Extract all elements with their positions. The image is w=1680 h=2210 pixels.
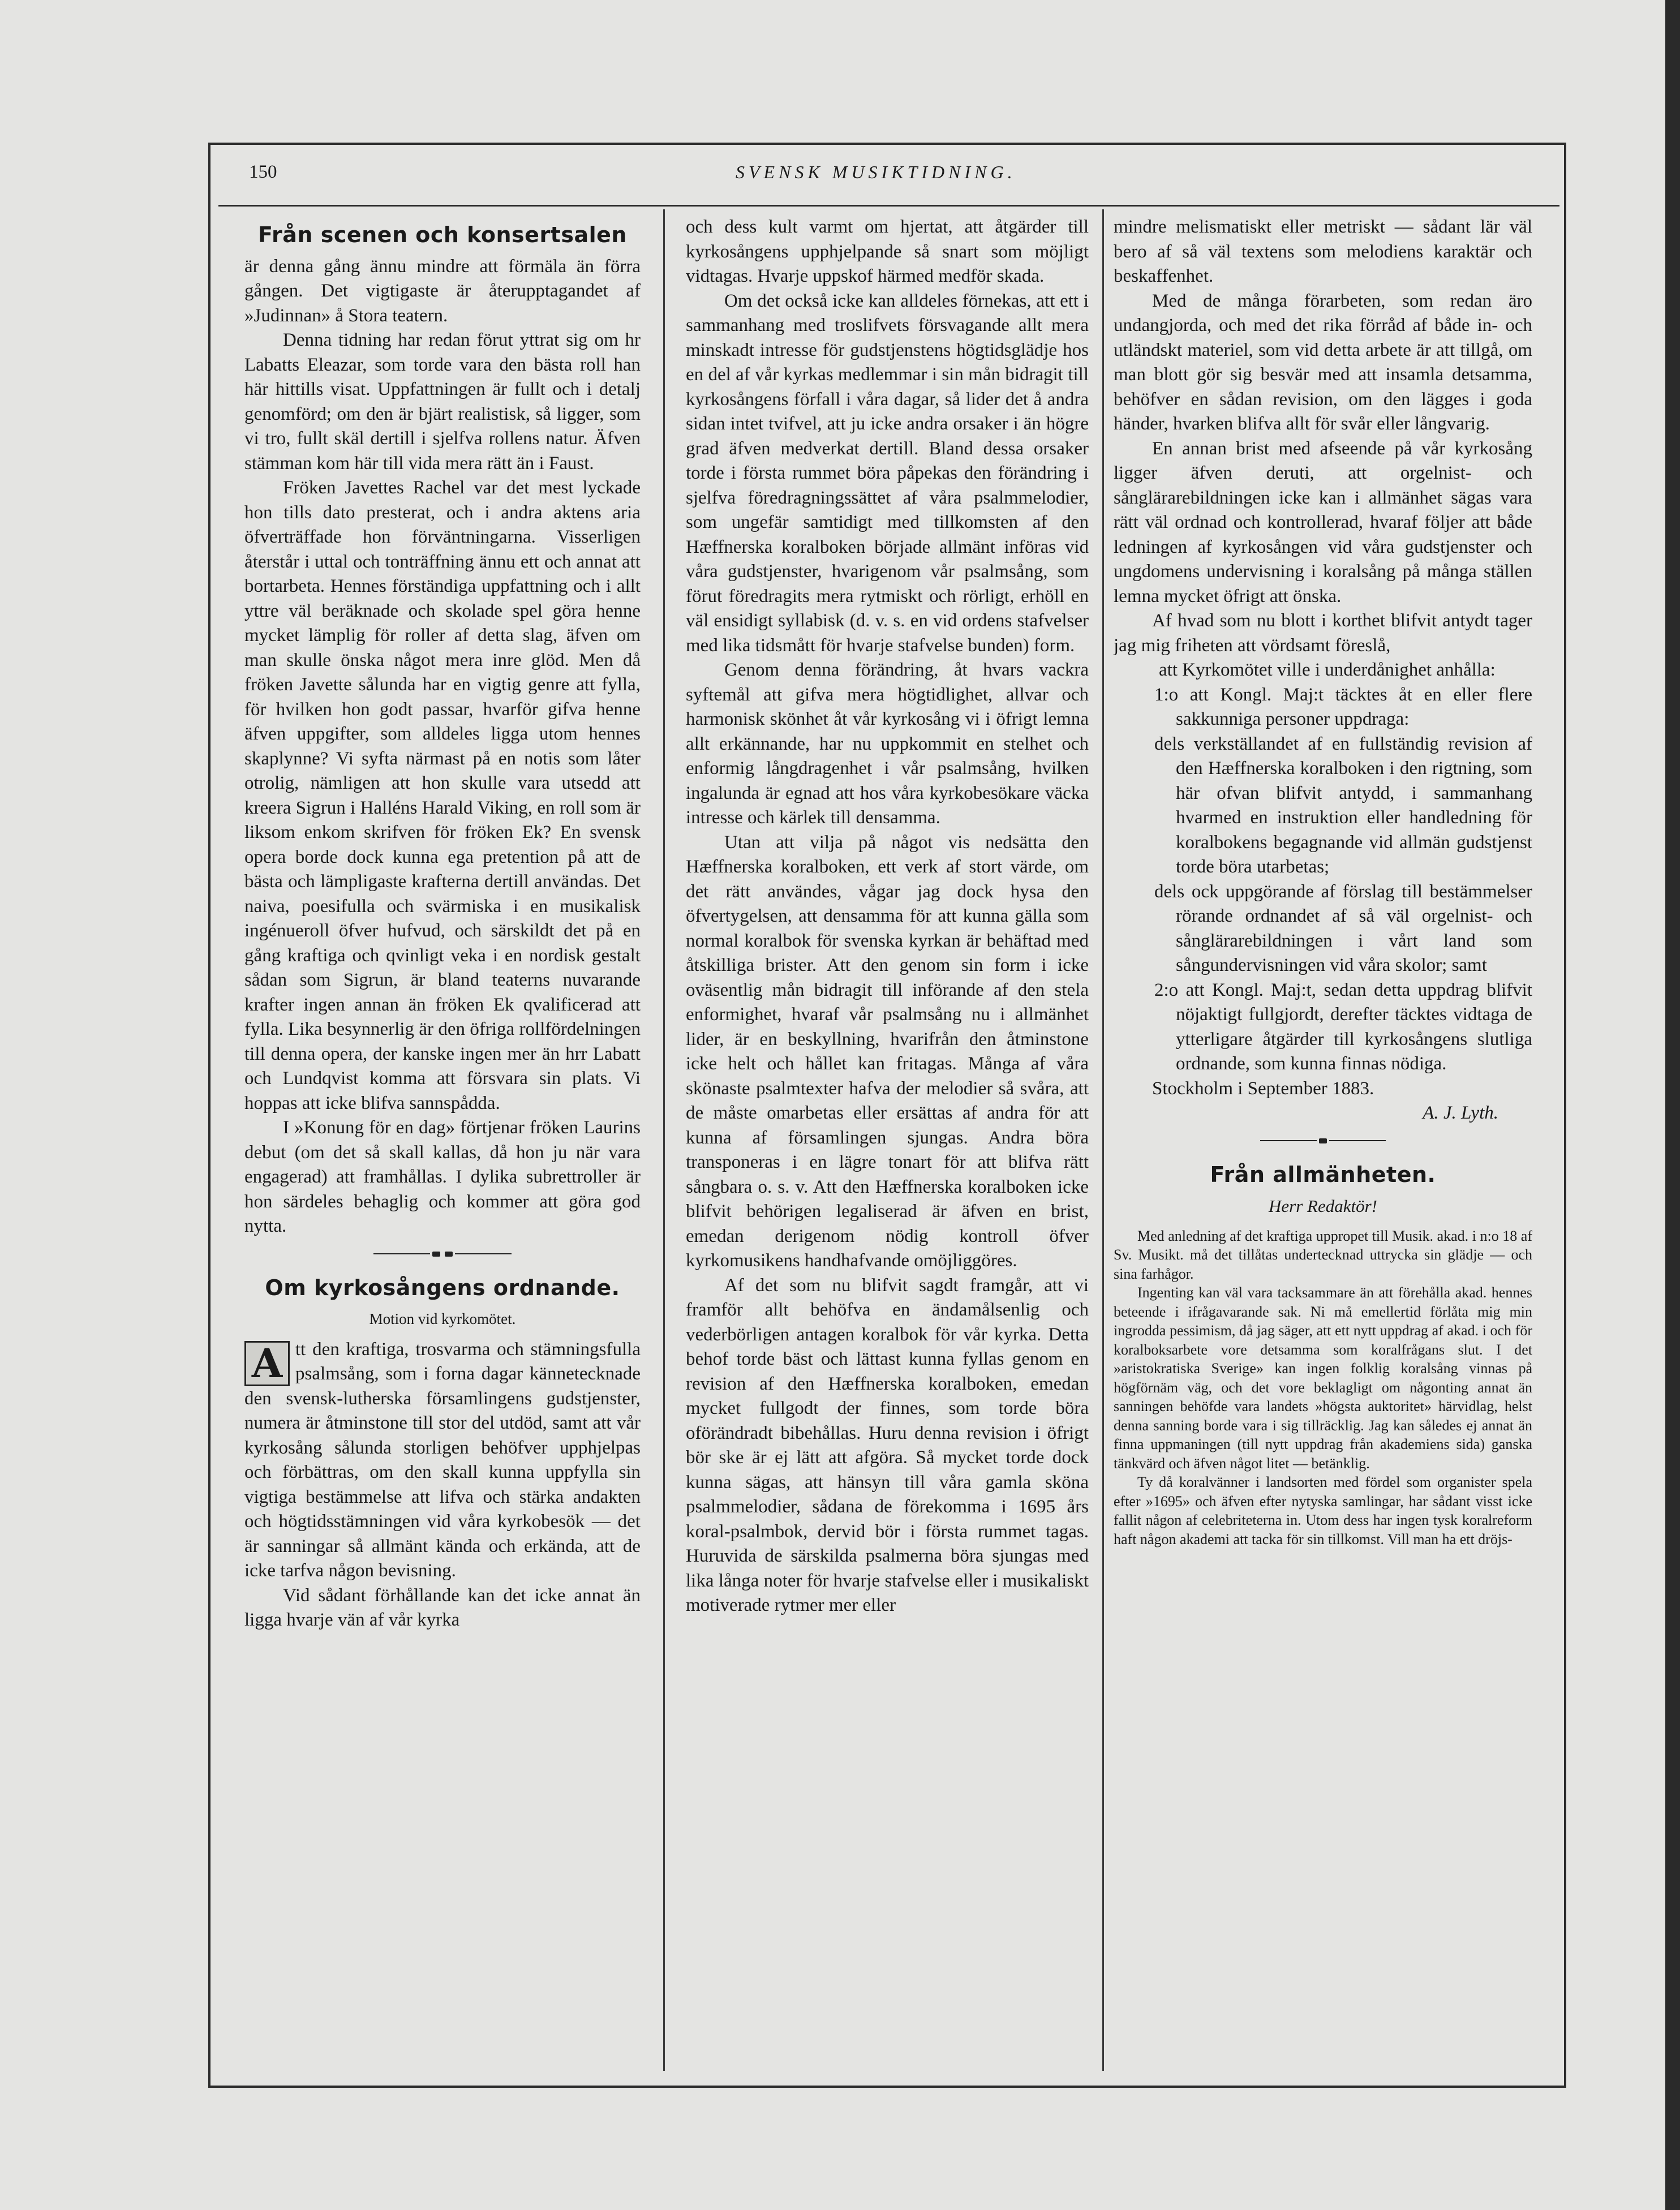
paragraph: En annan brist med afseende på vår kyrkosång ligger äfven deruti, att orgelnist- och sånglärarebildningen icke kan i allmänhet sägas vara rätt väl ordnad och kontrollerad, hvaraf följer att både ledningen af kyrkosången vid våra gudstjenster och ungdomens undervisning i koralsång på många ställen lemna mycket öfrigt att önska. [1114,438,1532,607]
salutation: Herr Redaktör! [1269,1196,1377,1216]
section-heading-church: Om kyrkosångens ordnande. [265,1275,620,1300]
paragraph: Af hvad som nu blott i korthet blifvit antydt tager jag mig friheten att vördsamt föreslå, [1114,610,1532,656]
column-rule-2 [1102,209,1104,2071]
motion-clause: 2:o att Kongl. Maj:t, sedan detta uppdrag blifvit nöjaktigt fullgjordt, derefter täcktes vidtaga de ytterligare åtgärder till kyrkosångens slutliga ordnande, som kunna finnas nödiga. [1154,979,1532,1074]
motion-clause: 1:o att Kongl. Maj:t täcktes åt en eller flere sakkunniga personer uppdraga: [1154,684,1532,729]
paragraph: A tt den kraftiga, trosvarma och stämningsfulla psalmsång, som i forna dagar kännetecknade den svensk-lutherska församlingens gudstjenster, numera är åtminstone till stor del utdöd, samt att vår kyrkosång sålunda storligen behöfver upphjelpas och förbättras, om den skall kunna uppfylla sin vigtiga bestämmelse att lifva och stärka andakten och högtidsstämningen vid våra kyrkobesök — det är sanningar så allmänt kända och erkända, att de icke tarfva någon bevisning. [244,1339,641,1581]
journal-title: SVENSK MUSIKTIDNING. [736,162,1016,182]
paragraph: Ty då koralvänner i landsorten med fördel som organister spela efter »1695» och äfven efter nytyska samlingar, har sådant visst icke fallit någon af celebriteterna in. Utom dess har ingen tysk koralreform haft någon akademi att tacka för sin tillkomst. Vill man ha ett dröjs- [1114,1474,1532,1547]
paragraph: Med de många förarbeten, som redan äro undangjorda, och med det rika förråd af både in- och utländskt materiel, som vid detta arbete är att tillgå, om man blott gör sig besvär med att insamla detsamma, behöfver en sådan revision, om den lägges i goda händer, hvarken blifva allt för svår eller långvarig. [1114,290,1532,434]
section-heading-public: Från allmänheten. [1210,1162,1436,1187]
dropcap-initial: A [244,1341,290,1386]
paragraph: Af det som nu blifvit sagdt framgår, att vi framför allt behöfva en ändamålsenlig och vederbörligen antagen koralbok för vår kyrka. Detta behof torde bäst och lättast kunna fyllas genom en revision af den Hæffnerska koralboken, emedan mycket fullgodt der finnes, som torde böra oförändradt bibehållas. Huru denna revision i öfrigt bör ske är ej lätt att afgöra. Så mycket torde dock kunna sägas, att hänsyn till våra gamla sköna psalmmelodier, sådana de förekomma i 1695 års koral-psalmbok, dervid bör i första rummet tagas. Huruvida de särskilda psalmerna böra sjungas med lika långa noter för hvarje stafvelse eller i musikaliskt motiverade rytmer mer eller [686,1275,1089,1615]
paragraph: Genom denna förändring, åt hvars vackra syftemål att gifva mera högtidlighet, allvar och harmonisk skönhet åt vår kyrkosång vi i öfrigt lemna allt erkännande, har nu uppkommit en stelhet och enformig långdragenhet i vår psalmsång, hvilken ingalunda är egnad att hos våra kyrkobesökare väcka intresse och kärlek till densamma. [686,660,1089,828]
paragraph: Vid sådant förhållande kan det icke annat än ligga hvarje vän af vår kyrka [244,1585,641,1630]
place-date: Stockholm i September 1883. [1152,1078,1374,1099]
column-2 [686,215,1089,2071]
column-rule-1 [663,209,665,2071]
section-heading-stage: Från scenen och konsertsalen [258,222,627,247]
paragraph: Med anledning af det kraftiga uppropet till Musik. akad. i n:o 18 af Sv. Musikt. må det tillåtas undertecknad uttrycka sin glädje — och sina farhågor. [1114,1227,1532,1282]
motion-clause: att Kyrkomötet ville i underdånighet anhålla: [1159,660,1496,680]
scan-edge [1665,0,1680,2210]
section-subheading: Motion vid kyrkomötet. [369,1310,516,1327]
paragraph: I »Konung för en dag» förtjenar fröken Laurins debut (om det så skall kallas, då hon ju när vara engagerad) att framhållas. I dylika subrettroller är hon särdeles behaglig och kommer att göra god nytta. [244,1117,641,1236]
column-1 [244,215,641,2071]
paragraph: Fröken Javettes Rachel var det mest lyckade hon tills dato presterat, och i andra aktens aria öfverträffade hon förväntningarna. Visserligen återstår i uttal och tonträffning ännu ett och annat att bortarbeta. Hennes förständiga uppfattning och i allt yttre väl beräknade och skolade spel göra henne mycket lämplig för roller af detta slag, äfven om man skulle önska något mera inre glöd. Men då fröken Javette sålunda har en vigtig genre att fylla, för hvilken hon godt passar, hvarför gifva henne äfven uppgifter, som alldeles ligga utom hennes skaplynne? Vi syfta närmast på en notis som låter otrolig, nämligen att hon skulle vara utsedd att kreera Sigrun i Halléns Harald Viking, en roll som är liksom enkom skrifven för fröken Ek? En svensk opera borde dock kunna ega pretention på att de bästa och lämpligaste krafterna dertill användas. Det naiva, poesifulla och svärmiska i en musikalisk ingénueroll öfver hufvud, och särskildt det på en gång kraftiga och qvinligt veka i en nordisk gestalt sådan som Sigrun, är bland teaterns nuvarande krafter ingen annan än fröken Ek qvalificerad att fylla. Lika besynnerlig är den öfriga rollfördelningen till denna opera, der kanske ingen mer än hrr Labatt och Lundqvist komma att försvara sin plats. Vi hoppas att icke blifva sannspådda. [244,478,641,1113]
motion-clause: dels ock uppgörande af förslag till bestämmelser rörande ordnandet af så väl orgelnist- och sånglärarebildningen i vårt land som sångundervisningen vid våra skolor; samt [1154,881,1532,975]
column-3 [1114,215,1532,2071]
paragraph: mindre melismatiskt eller metriskt — sådant lär väl bero af så väl textens som melodiens karaktär och beskaffenhet. [1114,217,1532,286]
signature: A. J. Lyth. [1423,1103,1498,1123]
paragraph: Om det också icke kan alldeles förnekas, att ett i sammanhang med troslifvets försvagande allt mera minskadt intresse för gudstjenstens högtidsglädje hos en del af vår kyrkas medlemmar i sin mån bidragit till kyrkosångens förfall i våra dagar, så lider det å andra sidan intet tvifvel, att ju icke andra orsaker i än högre grad äfven medverkat dertill. Bland dessa orsaker torde i första rummet böra påpekas den förändring i sjelfva föredragningssättet af våra psalmmelodier, som ungefär samtidigt med tillkomsten af den Hæffnerska koralboken började allmänt införas vid våra gudstjenster, hvarigenom vår psalmsång, som förut föredragits mera rytmiskt och rörligt, erhöll en väl ensidigt syllabisk (d. v. s. en vid ordens stafvelser med lika tidsmått för hvarje stafvelse bunden) form. [686,290,1089,656]
paragraph: är denna gång ännu mindre att förmäla än förra gången. Det vigtigaste är återupptagandet af »Judinnan» å Stora teatern. [244,256,641,326]
paragraph: Ingenting kan väl vara tacksammare än att förehålla akad. hennes beteende i ifrågavarande sak. Ni må emellertid förlåta mig min ingrodda pessimism, då jag säger, att ett nytt uppdrag af akad. i och för koralboksarbete vore detsamma som koralfrågans slut. I det »aristokratiska Sverige» kan ingen folklig koralsång vinnas på högförnäm väg, och det vore beklagligt om någonting annat än sanningen behöfde vara landets »högsta auktoritet» härvidlag, helst denna sanning borde vara i sig tillräcklig. Jag kan således ej annat än finna uppmaningen (till nytt uppdrag från akademiens sida) ganska tänkvärd och äfven något litet — betänklig. [1114,1284,1532,1472]
motion-clause: dels verkställandet af en fullständig revision af den Hæffnerska koralboken i den rigtning, som här ofvan blifvit antydd, i sammanhang hvarmed en instruktion eller handledning för koralbokens begagnande vid allmän gudstjenst torde böra utarbetas; [1154,733,1532,877]
paragraph: Denna tidning har redan förut yttrat sig om hr Labatts Eleazar, som torde vara den bästa roll han här hittills visat. Uppfattningen är fullt och i detalj genomförd; om den är bjärt realistisk, så ligger, som vi tro, fullt skäl dertill i sjelfva rollens natur. Äfven stämman kom här till vida mera rätt än i Faust. [244,330,641,474]
letter-body [1114,1227,1532,1549]
paragraph: och dess kult varmt om hjertat, att åtgärder till kyrkosångens upphjelpande så snart som möjligt vidtagas. Hvarje uppskof härmed medför skada. [686,217,1089,286]
page-number: 150 [249,162,277,182]
section-ornament [1114,1138,1532,1143]
paragraph: Utan att vilja på något vis nedsätta den Hæffnerska koralboken, ett verk af stort värde, om det rätt användes, vågar jag dock hysa den öfvertygelsen, att densamma för att kunna gälla som normal koralbok för svenska kyrkan är behäftad med åtskilliga brister. Att den genom sin form i icke oväsentlig mån bidragit till införande af den stela enformighet, hvaraf vår psalmsång nu i allmänhet lider, är en beskyllning, hvarifrån den åtminstone icke helt och hållet kan fritagas. Många af våra skönaste psalmtexter hafva der melodier så svåra, att de måste omarbetas eller ersättas af andra för att kunna af församlingen sjungas. Andra böra transponeras i en lägre tonart för att blifva rätt sångbara o. s. v. Att den Hæffnerska koralboken icke blifvit behörigen legaliserad är äfven en brist, emedan derigenom nödig kontroll öfver kyrkomusikens handhafvande omöjliggöres. [686,832,1089,1271]
section-ornament [244,1252,641,1257]
